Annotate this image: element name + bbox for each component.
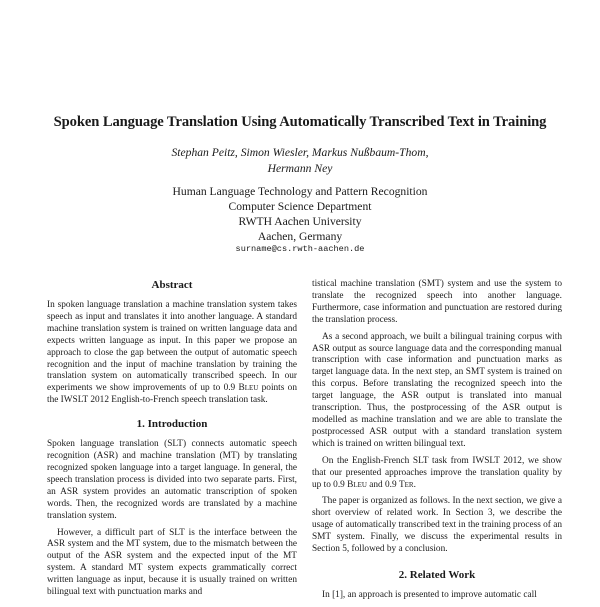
abstract-text-b: points on the IWSLT 2012 English-to-French speech translation task. [47,383,297,406]
bleu-metric: Bleu [238,383,259,394]
abstract-text [47,300,297,407]
left-column [47,278,297,604]
right-p3-a: On the English-French SLT task from IWSLT 2012, we show that our presented approaches improve the translation quality by up to 0.9 [312,455,562,490]
authors-line-2: Hermann Ney [267,162,333,175]
related-paragraph-1: In [1], an approach is presented to improve automatic call [322,589,537,600]
right-p3-c: . [413,479,416,490]
introduction-heading: 1. Introduction [136,418,208,431]
affiliation-line-2: Computer Science Department [228,200,372,213]
intro-paragraph-2: However, a difficult part of SLT is the interface between the ASR system and the MT system, due to the mismatch between the output of the ASR system and the expected input of the MT system. A standard MT system expects grammatically correct written language as input, because it is usually trained on written bilingual text with punctuation marks and [47,527,297,598]
right-p3-b: and 0.9 [366,479,399,490]
abstract-text-a: In spoken language translation a machine translation system takes speech as input and translates it into another language. A standard machine translation system is trained on written language data and expects written language as input. In this paper we propose an approach to close the gap between the output of automatic speech recognition and the input of machine translation by training the translation system on automatically transcribed speech. In our experiments we show improvements of up to 0.9 [47,300,297,394]
affiliation-line-3: RWTH Aachen University [238,215,362,228]
author-list [100,145,500,177]
right-column [312,279,562,607]
abstract-heading: Abstract [151,279,193,291]
affiliation-line-4: Aachen, Germany [257,230,343,243]
right-paragraph-2: As a second approach, we built a bilingual training corpus with ASR output as source language data and the corresponding manual transcription with case information and punctuation marks as target language data. In the next step, an SMT system is trained on this corpus. Before translating the recognized speech into the target language, the ASR output is translated into manual transcription. Thus, the postprocessing of the ASR output is modelled as machine translation and we are able to translate the postprocessed ASR output with a standard translation system which is trained on written bilingual text. [312,331,562,449]
right-paragraph-1: tistical machine translation (SMT) system and use the system to translate the recognized speech into another language. Furthermore, case information and punctuation are restored during the translation process. [312,279,562,325]
affiliation [100,184,500,244]
author-email: surname@cs.rwth-aachen.de [235,244,365,254]
right-paragraph-3 [312,456,562,492]
ter-metric: Ter [398,479,414,490]
authors-line-1: Stephan Peitz, Simon Wiesler, Markus Nußbaum-Thom, [171,146,429,159]
right-paragraph-4: The paper is organized as follows. In the next section, we give a short overview of related work. In Section 3, we describe the usage of automatically transcribed text in the training process of an SMT system. Finally, we discuss the experimental results in Section 5, followed by a conclusion. [312,496,562,555]
intro-paragraph-1: Spoken language translation (SLT) connects automatic speech recognition (ASR) and machine translation (MT) by translating recognized spoken language into a target language. In general, the speech translation process is divided into two separate parts. First, an ASR system provides an automatic transcription of spoken words. Then, the recognized words are translated by a machine translation system. [47,439,297,521]
affiliation-line-1: Human Language Technology and Pattern Recognition [172,185,428,198]
paper-title: Spoken Language Translation Using Automatically Transcribed Text in Training [53,114,547,130]
bleu-metric-2: Bleu [347,479,367,490]
related-work-heading: 2. Related Work [398,568,476,581]
